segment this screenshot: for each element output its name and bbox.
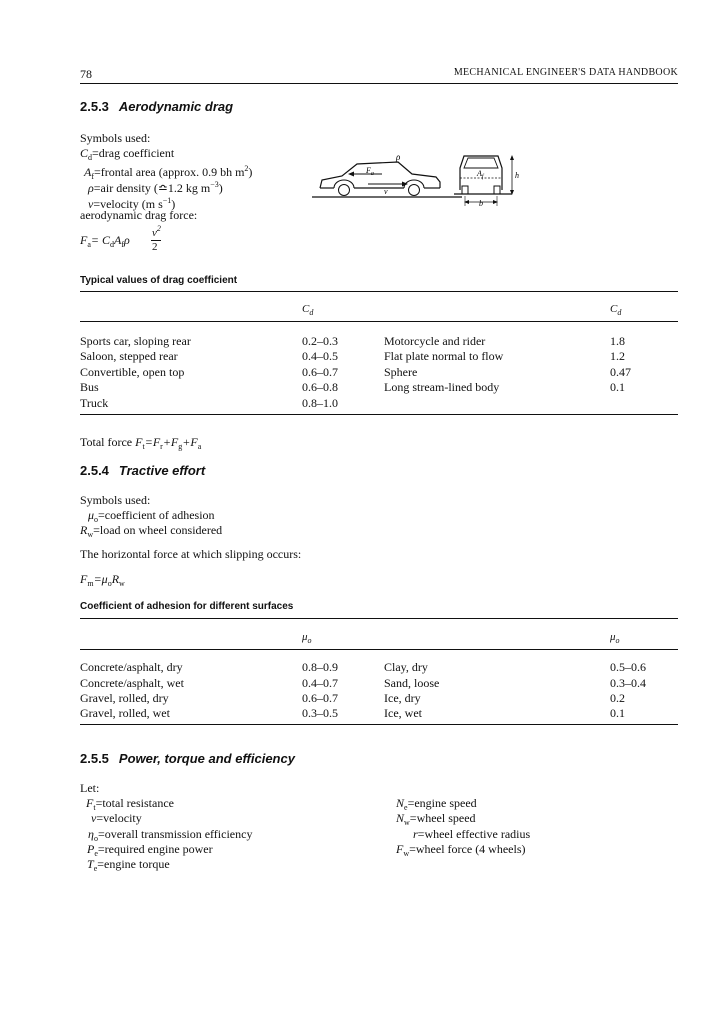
section-255-heading <box>80 751 295 766</box>
adhesion-table-top-rule <box>80 618 678 619</box>
symbol-rho: ρ=air density (≏1.2 kg $m^{-3}$) <box>88 180 223 195</box>
section-title: Tractive effort <box>118 463 206 478</box>
symbols-used-label: Symbols used: <box>80 493 151 507</box>
adhesion-table-head-rule <box>80 649 678 650</box>
table-row: Truck 0.8–1.0 <box>80 396 338 410</box>
fig-fa-label: F <box>366 166 371 175</box>
drag-table-bottom-rule <box>80 414 678 415</box>
adhesion-col-head-2: $\mu_o$ <box>610 631 620 645</box>
let-item-fw: $F_w=wheel$ force (4 wheels) <box>396 842 526 858</box>
section-number: 2.5.3 <box>80 99 109 114</box>
section-title: Power, torque and efficiency <box>118 751 295 766</box>
let-label: Let: <box>80 781 100 795</box>
drag-table-head-rule <box>80 321 678 322</box>
total-force-formula: Total force $F_t=F_r+F_g+F_a$ <box>80 435 202 451</box>
formula-numerator: $v^2$ <box>152 224 161 239</box>
symbol-mu: $\mu_o=coefficient$ of adhesion <box>88 508 215 524</box>
header-rule <box>80 83 678 84</box>
let-item-v: v=velocity <box>91 811 142 825</box>
fig-rho-label: ρ <box>396 152 401 162</box>
fig-v-label: v <box>384 187 388 196</box>
drag-col-head-2: $C_d$ <box>610 303 622 317</box>
table-row: Saloon, stepped rear 0.4–0.5 Flat plate normal to flow 1.2 <box>80 349 625 363</box>
let-item-ne: $N_e=engine$ speed <box>396 796 477 812</box>
fig-h-label: h <box>515 171 519 180</box>
symbol-rw: $R_w=load$ on wheel considered <box>80 523 223 539</box>
car-side-diagram <box>312 152 462 210</box>
adhesion-table-bottom-rule <box>80 724 678 725</box>
table-row: Concrete/asphalt, wet 0.4–0.7 Sand, loose 0.3–0.4 <box>80 676 646 690</box>
let-item-te: $T_e=engine$ torque <box>87 857 170 873</box>
symbol-cd: $C_d=drag$ coefficient <box>80 146 175 162</box>
fig-af-label: A <box>477 169 482 178</box>
section-title: Aerodynamic drag <box>118 99 234 114</box>
adhesion-col-head-1: $\mu_o$ <box>302 631 312 645</box>
drag-table-top-rule <box>80 291 678 292</box>
svg-text:Fa: $F_a$ <box>366 166 374 177</box>
symbols-used-label: Symbols used: <box>80 131 151 145</box>
let-item-ft: $F_t=total$ resistance <box>86 796 174 812</box>
page-number: 78 <box>80 67 92 81</box>
let-item-r: r=wheel effective radius <box>413 827 531 841</box>
adhesion-table-title: Coefficient of adhesion for different surfaces <box>80 601 294 612</box>
let-item-nw: $N_w=wheel$ speed <box>396 811 476 827</box>
slip-text: The horizontal force at which slipping occurs: <box>80 547 302 561</box>
table-row: Bus 0.6–0.8 Long stream-lined body 0.1 <box>80 380 625 394</box>
formula-denominator: 2 <box>152 241 158 253</box>
section-number: 2.5.5 <box>80 751 109 766</box>
table-row: Gravel, rolled, dry 0.6–0.7 Ice, dry 0.2 <box>80 691 625 705</box>
fig-b-label: b <box>479 199 483 208</box>
table-row: Sports car, sloping rear 0.2–0.3 Motorcycle and rider 1.8 <box>80 334 625 348</box>
drag-col-head-1: $C_d$ <box>302 303 314 317</box>
section-254-heading <box>80 463 205 478</box>
book-title: MECHANICAL ENGINEER'S DATA HANDBOOK <box>453 67 678 78</box>
section-number: 2.5.4 <box>80 463 109 478</box>
symbol-af: $A_f=frontal$ area (approx. 0.9 bh $m^2$) <box>84 164 253 181</box>
drag-force-label: aerodynamic drag force: <box>80 208 198 222</box>
section-253-heading <box>80 99 233 114</box>
car-front-diagram <box>452 150 524 212</box>
drag-formula: $F_a= C_dA_f\rho$ <box>80 233 130 249</box>
table-row: Convertible, open top 0.6–0.7 Sphere 0.47 <box>80 365 631 379</box>
let-item-pe: $P_e=required$ engine power <box>87 842 213 858</box>
slip-formula: $F_m=\mu_oR_w$ <box>80 572 125 588</box>
table-row: Concrete/asphalt, dry 0.8–0.9 Clay, dry 0.5–0.6 <box>80 660 646 674</box>
drag-table-title: Typical values of drag coefficient <box>80 275 238 286</box>
symbol-v: v=velocity (m $s^{-1}$) <box>88 196 176 211</box>
svg-text:Af: $A_f$ <box>477 169 484 180</box>
let-item-eta: $\eta_o=overall$ transmission efficiency <box>88 827 253 843</box>
table-row: Gravel, rolled, wet 0.3–0.5 Ice, wet 0.1 <box>80 706 625 720</box>
